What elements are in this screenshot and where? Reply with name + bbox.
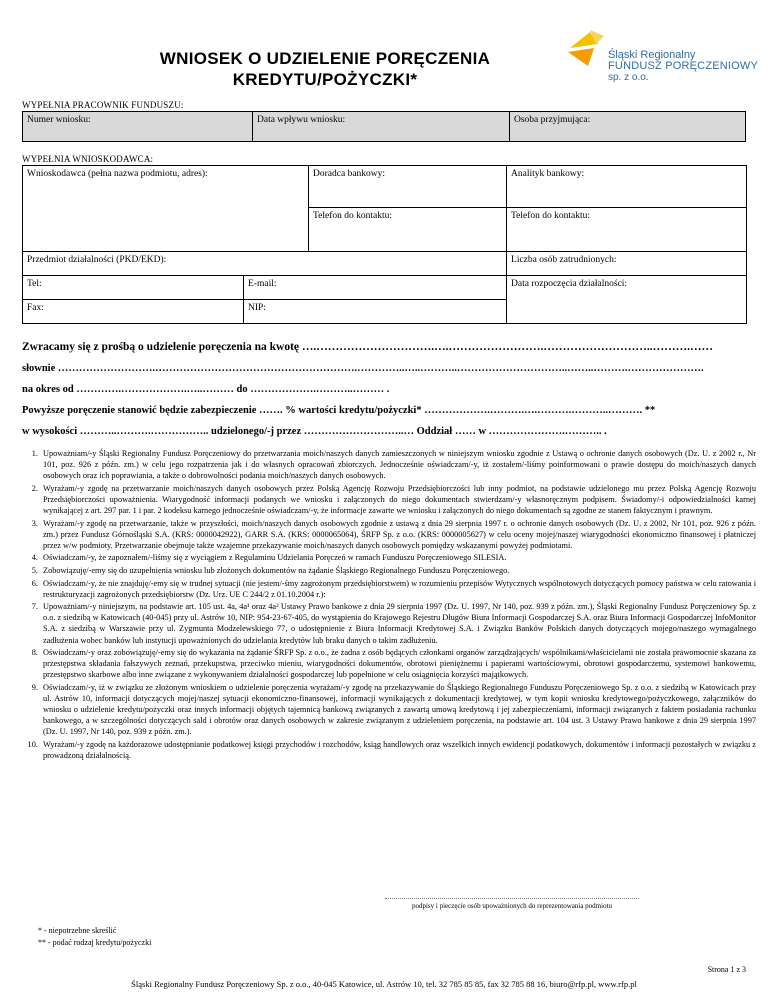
- title-line-1: WNIOSEK O UDZIELENIE PORĘCZENIA: [159, 49, 491, 68]
- email-field[interactable]: E-mail:: [244, 276, 507, 300]
- declaration-item: 3. Wyrażam/-y zgodę na przetwarzanie, także w przyszłości, moich/naszych danych osobowych zgodnie z ustawą z dnia 29 sierpnia 1997 r. o ochronie danych osobowych (Dz. U. z 2002, Nr 101, poz. 926 z późn. zm.) przez Fundusz Górnośląski S.A. (KRS: 0000042922), GARR S.A. (KRS: 0000065064), ŚRFP Sp. z o.o. (KRS: 0000005627) w celu oceny mojej/naszej wiarygodności ekonomiczno finansowej i płatniczej przez w/w podmioty. Przetwarzanie obejmuje także wzajemne przekazywanie moich/naszych danych osobowych pomiędzy wskazanymi powyżej podmiotami.: [40, 518, 756, 551]
- bank-analyst-field[interactable]: Analityk bankowy:: [507, 166, 747, 208]
- applicant-name-field[interactable]: Wnioskodawca (pełna nazwa podmiotu, adres):: [23, 166, 309, 252]
- application-number-field[interactable]: Numer wniosku:: [23, 112, 253, 142]
- declaration-item: 1. Upoważniam/-y Śląski Regionalny Fundusz Poręczeniowy do przetwarzania moich/naszych danych zamieszczonych w niniejszym wniosku zgodnie z Ustawą o ochronie danych osobowych (Dz. U. z 2002 r., Nr 101, poz. 926 z późn. zm.) w celu jego rozpatrzenia jak i do własnych opracowań zbiorczych. Jednocześnie oświadczam/-y, iż zostałem/-liśmy poinformowani o prawie dostępu do moich/naszych danych osobowych oraz ich poprawiania, a także o dobrowolności podania moich/naszych danych osobowych.: [40, 448, 756, 481]
- bank-advisor-field[interactable]: Doradca bankowy:: [309, 166, 507, 208]
- declaration-item: 2. Wyrażam/-y zgodę na przetwarzanie moich/naszych danych osobowych przez Polską Agencję Rozwoju Przedsiębiorczości lub inny podmiot, na podstawie udzielonego mu przez Polską Agencję Rozwoju Przedsiębiorczości upoważnienia. Wiarygodność informacji podanych we wniosku i załączonych do niego dokumentach stwierdzam/-y własnoręcznym podpisem. Świadomy/-i odpowiedzialności karnej wynikającej z art. 297 par. 1 i par. 2 kodeksu karnego jednocześnie oświadczam/-y, że informacje zawarte we wniosku i załączonych do niego dokumentach są zgodne ze stanem faktycznym i prawnym.: [40, 483, 756, 516]
- receiving-person-field[interactable]: Osoba przyjmująca:: [510, 112, 746, 142]
- employee-count-field[interactable]: Liczba osób zatrudnionych:: [507, 252, 747, 276]
- declarations-list: [22, 448, 756, 763]
- advisor-phone-field[interactable]: Telefon do kontaktu:: [309, 208, 507, 252]
- footnote-2: ** - podać rodzaj kredytu/pożyczki: [38, 938, 152, 947]
- analyst-phone-field[interactable]: Telefon do kontaktu:: [507, 208, 747, 252]
- title-line-2: KREDYTU/POŻYCZKI*: [232, 70, 418, 89]
- fund-logo-text: [608, 50, 758, 83]
- declaration-item: 6. Oświadczam/-y, że nie znajduję/-emy się w trudnej sytuacji (nie jestem/-śmy zagrożonym przedsiębiorstwem) w rozumieniu przepisów Wytycznych wspólnotowych dotyczących pomocy państwa w celu ratowania i restrukturyzacji zagrożonych przedsiębiorstw (Dz. Urz. UE C 244/2 z 01.10.2004 r.):: [40, 578, 756, 600]
- signature-line[interactable]: [385, 898, 639, 899]
- fund-section-label: WYPEŁNIA PRACOWNIK FUNDUSZU:: [22, 100, 184, 110]
- request-bank-line[interactable]: w wysokości ………..……….…………….. udzielonego/-j przez ………………………..… Oddział …… w ………………….……….. .: [22, 426, 607, 437]
- signature-caption: podpisy i pieczęcie osób upoważnionych do reprezentowania podmiotu: [411, 902, 613, 910]
- declaration-item: 8. Oświadczam/-y oraz zobowiązuję/-emy się do wykazania na żądanie ŚRFP Sp. z o.o., że żadna z osób będących członkami organów zarządzających/ wspólnikami/właścicielami nie została prawomocnie skazana za przestępstwa składania fałszywych zeznań, przekupstwa, przeciwko mieniu, wiarygodności dokumentów, obrotowi pieniężnemu i papierami wartościowymi, obrotowi gospodarczemu, systemowi bankowemu, przestępstwo skarbowe albo inne związane z wykonywaniem działalności gospodarczej lub popełnione w celu osiągnięcia korzyści majątkowych.: [40, 647, 756, 680]
- logo-line-2: FUNDUSZ PORĘCZENIOWY: [608, 60, 759, 72]
- business-activity-field[interactable]: Przedmiot działalności (PKD/EKD):: [23, 252, 507, 276]
- request-period-line[interactable]: na okres od ………….……………….…..……… do ……………….………..……… .: [22, 384, 390, 395]
- declaration-item: 10. Wyrażam/-y zgodę na każdorazowe udostępnianie podatkowej księgi przychodów i rozchodów, ksiąg handlowych oraz wszelkich innych ewidencji podatkowych, dokumentów i informacji pozostałych w związku z prowadzoną działalnością.: [40, 739, 756, 761]
- receipt-date-field[interactable]: Data wpływu wniosku:: [253, 112, 510, 142]
- applicant-section-label: WYPEŁNIA WNIOSKODAWCA:: [22, 154, 154, 164]
- page-footer: Śląski Regionalny Fundusz Poręczeniowy Sp. z o.o., 40-045 Katowice, ul. Astrów 10, tel. 32 785 85 85, fax 32 785 88 16, biuro@rfp.pl, www.rfp.pl: [131, 979, 637, 989]
- logo-line-3: sp. z o.o.: [608, 72, 649, 83]
- logo-line-1: Śląski Regionalny: [608, 49, 696, 61]
- tel-field[interactable]: Tel:: [23, 276, 244, 300]
- declaration-item: 9. Oświadczam/-y, iż w związku ze złożonym wnioskiem o udzielenie poręczenia wyrażam/-y zgodę na przekazywanie do Śląskiego Regionalnego Funduszu Poręczeniowego Sp. z o.o. z siedzibą w Katowicach przy ul. Astrów 10, informacji dotyczących mojej/naszej sytuacji ekonomiczno-finansowej, informacji wynikających z dokumentacji kredytowej, w tym kopii wniosku kredytowego/pożyczkowego, załączników do wniosku o udzielenie kredytu/pożyczki oraz innych informacji objętych tajemnicą bankową związanych z zawartą umową kredytową i jej zabezpieczeniami, informacji związanych z faktem posiadania rachunku bankowego, a w szczególności dotyczących sald i obrotów oraz danych osobowych w zakresie związanym z udzieleniem poręczenia, na podstawie art. 104 ust. 3 Ustawy Prawo bankowe z dnia 29 sierpnia 1997 (Dz. U. 1997, Nr 140, poz. 939 z późn. zm.).: [40, 682, 756, 737]
- request-amount-line[interactable]: Zwracamy się z prośbą o udzielenie poręczenia na kwotę ….………………………….….…………………….………………………..……….……: [22, 341, 714, 353]
- request-amount-words-line[interactable]: słownie ……………………….………………………………………………….…………..…..………..…………………………..……..……….………………….: [22, 363, 704, 374]
- request-collateral-line[interactable]: Powyższe poręczenie stanowić będzie zabezpieczenie ……. % wartości kredytu/pożyczki* ……………….……….….……….………..………. **: [22, 405, 656, 416]
- activity-start-date-field[interactable]: Data rozpoczęcia działalności:: [507, 276, 747, 324]
- footnote-1: * - niepotrzebne skreślić: [38, 926, 117, 935]
- fund-section-table: [22, 111, 746, 142]
- declaration-item: 7. Upoważniam/-y niniejszym, na podstawie art. 105 ust. 4a, 4a¹ oraz 4a² Ustawy Prawo bankowe z dnia 29 sierpnia 1997 (Dz. U. 1997, Nr 140, poz. 939 z późn. zm.), Śląski Regionalny Fundusz Poręczeniowy Sp. z o.o. z siedzibą w Katowicach (40-045) przy ul. Astrów 10, NIP: 954-23-67-405, do wystąpienia do Krajowego Rejestru Długów Biura Informacji Gospodarczej S.A. oraz Biura Informacji Gospodarczej InfoMonitor S.A. z siedzibą w Warszawie przy ul. Zygmunta Modzelewskiego 77, o udostępnienie z Biura Informacji Kredytowej S.A. i Związku Banków Polskich danych dotyczących mojego/naszego wymagalnego zadłużenia wobec banków lub instytucji upoważnionych do udzielania kredytów lub braku danych o takim zadłużeniu.: [40, 601, 756, 645]
- fax-field[interactable]: Fax:: [23, 300, 244, 324]
- applicant-section-table: [22, 165, 747, 324]
- declaration-item: 4. Oświadczam/-y, że zapoznałem/-liśmy się z wyciągiem z Regulaminu Udzielania Poręczeń w ramach Funduszu Poręczeniowego SILESIA.: [40, 552, 756, 563]
- declaration-item: 5. Zobowiązuję/-emy się do uzupełnienia wniosku lub złożonych dokumentów na żądanie Śląskiego Regionalnego Funduszu Poręczeniowego.: [40, 565, 756, 576]
- page-number: Strona 1 z 3: [707, 965, 746, 974]
- form-title: [140, 48, 510, 90]
- nip-field[interactable]: NIP:: [244, 300, 507, 324]
